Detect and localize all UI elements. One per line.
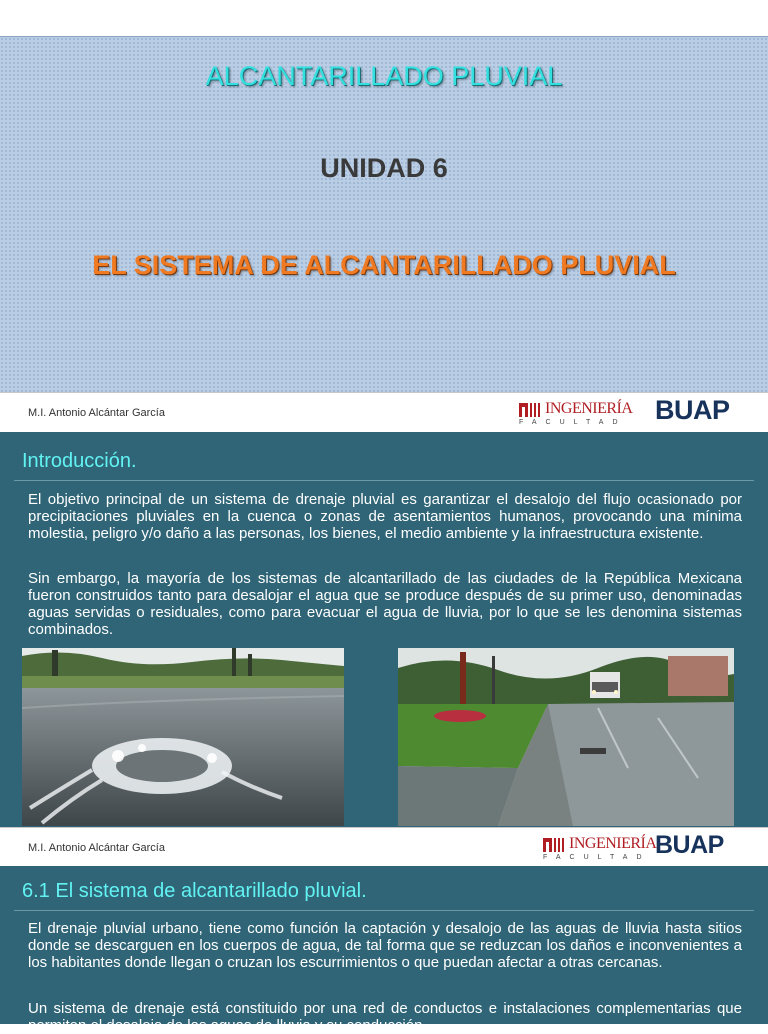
ingenieria-logo-text: INGENIERÍA [545, 400, 633, 417]
slide-introduction [0, 432, 768, 830]
footer-author: M.I. Antonio Alcántar García [28, 842, 165, 854]
paragraph: El objetivo principal de un sistema de drenaje pluvial es garantizar el desalojo del flujo ocasionado por precipitaciones pluviales en la cuenca o zonas de asentamientos humanos, provocando una mínima molestia, peligro y/o daño a las personas, los bienes, el medio ambiente y la infraestructura existente. [28, 491, 742, 542]
section-heading: Introducción. [22, 450, 137, 472]
ingenieria-mark-icon [543, 836, 567, 852]
paragraph: Un sistema de drenaje está constituido por una red de conductos e instalaciones complementarias que permiten el desalojo de las aguas de lluvia y su conducción [28, 1000, 742, 1034]
top-blank-strip [0, 0, 768, 36]
slide-footer [0, 392, 768, 434]
photo-overflowing-manhole [22, 648, 344, 826]
heading-divider [14, 480, 754, 481]
photo-flooded-street [398, 648, 734, 826]
section-heading: 6.1 El sistema de alcantarillado pluvial. [22, 880, 367, 902]
slide-title [0, 36, 768, 393]
ingenieria-logo-subtext: FACULTAD [543, 854, 651, 861]
slide-unit-label: UNIDAD 6 [320, 153, 448, 183]
ingenieria-logo-text: INGENIERÍA [569, 835, 657, 852]
buap-logo: BUAP [655, 395, 730, 425]
footer-author: M.I. Antonio Alcántar García [28, 407, 165, 419]
slide-title-heading: ALCANTARILLADO PLUVIAL [205, 61, 563, 91]
manhole-photo-illustration [22, 648, 344, 826]
heading-divider [14, 910, 754, 911]
paragraph: El drenaje pluvial urbano, tiene como función la captación y desalojo de las aguas de lluvia hasta sitios donde se descarguen en los cuerpos de agua, de tal forma que se reduzcan los daños e inconvenientes a los habitantes donde llegan o cruzan los escurrimientos o que puedan afectar a otras cercanas. [28, 920, 742, 971]
slide-subtitle: EL SISTEMA DE ALCANTARILLADO PLUVIAL [92, 250, 676, 280]
ingenieria-logo-subtext: FACULTAD [519, 419, 627, 426]
buap-logo: BUAP [655, 831, 724, 859]
slide-footer [0, 827, 768, 869]
flooded-street-photo-illustration [398, 648, 734, 826]
slide-section-6-1 [0, 866, 768, 1034]
ingenieria-logo [543, 833, 661, 865]
ingenieria-mark-icon [519, 401, 543, 417]
ingenieria-logo [519, 398, 637, 430]
paragraph: Sin embargo, la mayoría de los sistemas de alcantarillado de las ciudades de la República Mexicana fueron construidos tanto para desalojar el agua que se produce después de su primer uso, denominadas aguas servidas o residuales, como para evacuar el agua de lluvia, por lo que se les denomina sistemas combinados. [28, 570, 742, 638]
